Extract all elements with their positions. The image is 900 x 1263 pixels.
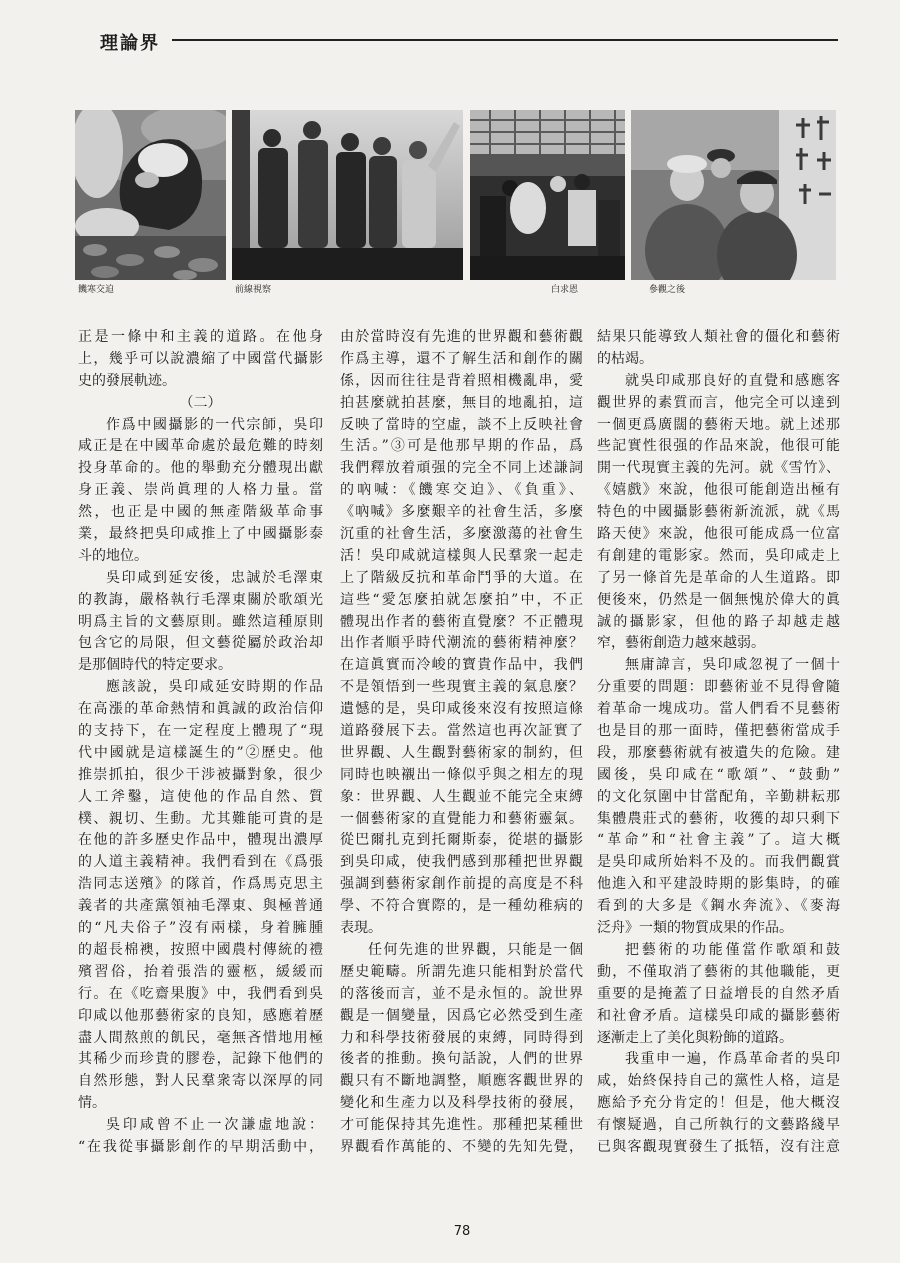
text-line: 義者的共產黨領袖毛澤東、與極普通 [78, 898, 323, 915]
text-line: 身正義、崇尚眞理的人格力量。當 [78, 482, 323, 499]
text-line: 已與客觀現實發生了抵牾，沒有注意 [597, 1138, 840, 1155]
text-line: 樸、親切、生動。尤其難能可貴的是 [78, 810, 323, 827]
text-line: 我重申一遍，作爲革命者的吳印 [625, 1051, 840, 1068]
text-line: 的吶喊：《饑寒交迫》、《負重》、 [340, 482, 583, 499]
text-line: 作爲主導，還不了解生活和創作的關 [340, 350, 583, 367]
text-line: 强調到藝術家創作前提的高度是不科 [340, 876, 583, 893]
text-line: 世界觀、人生觀對藝術家的制約，但 [340, 744, 583, 761]
text-line: 窄，藝術創造力越來越弱。 [597, 635, 765, 652]
text-line: 在高漲的革命熱情和眞誠的政治信仰 [78, 701, 323, 718]
text-line: 才可能保持其先進性。那種把某種世 [340, 1117, 583, 1134]
photo-front-line-inspection [232, 110, 463, 280]
text-line: 吳印咸曾不止一次謙虛地說： [106, 1117, 323, 1134]
section-title: 理論界 [100, 33, 160, 54]
text-line: 變化和生產力以及科學技術的發展， [340, 1095, 583, 1112]
text-line: 路天使》來說，他很可能成爲一位富 [597, 526, 840, 543]
text-line: 的枯竭。 [597, 350, 653, 367]
text-line: 學、不符合實際的，是一種幼稚病的 [340, 898, 583, 915]
text-line: 然，也正是中國的無產階級革命事 [78, 504, 323, 521]
text-line: 着革命一塊成功。當人們看不見藝術 [597, 701, 840, 718]
text-line: 情。 [78, 1095, 106, 1112]
text-line: 動，不僅取消了藝術的其他職能，更 [597, 963, 840, 980]
text-line: 觀是一個變量，因爲它必然受到生產 [340, 1007, 583, 1024]
text-line: 印咸以他那藝術家的良知，感應着歷 [78, 1007, 323, 1024]
header-rule [172, 39, 838, 41]
text-line: 便後來，仍然是一個無愧於偉大的眞 [597, 591, 840, 608]
text-line: 開一代現實主義的先河。就《雪竹》、 [597, 460, 840, 477]
text-line: 應給予充分肯定的！但是，他大概沒 [597, 1095, 840, 1112]
text-line: 看到的大多是《鋼水奔流》、《麥海 [597, 898, 840, 915]
text-line: 史的發展軌迹。 [78, 372, 176, 389]
text-line: 他進入和平建設時期的影集時，的確 [597, 876, 840, 893]
text-line: 是吳印咸所始料不及的。而我們觀賞 [597, 854, 840, 871]
text-line: 咸，始終保持自己的黨性人格，這是 [597, 1073, 840, 1090]
text-line: 我們釋放着頑强的完全不同上述謙詞 [340, 460, 583, 477]
text-line: 觀只有不斷地調整，順應客觀世界的 [340, 1073, 583, 1090]
text-line: 這些“愛怎麼拍就怎麼拍”中，不正 [340, 591, 583, 608]
text-line: 在他的許多歷史作品中，體現出濃厚 [78, 832, 323, 849]
text-line: 體現出作者的藝術直覺麼？不正體現 [340, 613, 583, 630]
text-line: 一個更爲廣闊的藝術天地。就上述那 [597, 416, 840, 433]
text-line: 從巴爾扎克到托爾斯泰，從堪的攝影 [340, 832, 583, 849]
text-line: 拍甚麼就拍甚麼，無目的地亂拍，這 [340, 394, 583, 411]
text-line: 其稀少而珍貴的膠卷，記錄下他們的 [78, 1051, 323, 1068]
text-line: 後者的推動。換句話說，人們的世界 [340, 1051, 583, 1068]
text-line: 包含它的局限，但文藝從屬於政治却 [78, 635, 323, 652]
text-line: 同時也映襯出一條似乎與之相左的現 [340, 766, 583, 783]
text-line: 上，幾乎可以說濃縮了中國當代攝影 [78, 350, 323, 367]
text-line: 盡人間熬煎的飢民，毫無吝惜地用極 [78, 1029, 323, 1046]
text-line: 結果只能導致人類社會的僵化和藝術 [597, 329, 840, 345]
text-line: 的超長棉襖，按照中國農村傳統的禮 [78, 941, 323, 958]
text-line: 歷史範疇。所謂先進只能相對於當代 [340, 963, 583, 980]
text-column-2 [340, 327, 583, 1159]
text-line: 上了階級反抗和革命鬥爭的大道。在 [340, 569, 583, 586]
text-line: 任何先進的世界觀，只能是一個 [368, 941, 583, 958]
text-line: 國後，吳印咸在“歌頌”、“鼓動” [597, 766, 840, 783]
text-line: 表現。 [340, 920, 382, 937]
text-line: 逐漸走上了美化與粉飾的道路。 [597, 1029, 793, 1046]
text-line: 就吳印咸那良好的直覺和感應客 [625, 372, 840, 389]
text-line: 象：世界觀、人生觀並不能完全束縛 [340, 788, 583, 805]
text-line: 一個藝術家的直覺能力和藝術靈氣。 [340, 810, 583, 827]
photo-caption: 饑寒交迫 [78, 285, 115, 295]
text-line: 有創建的電影家。然而，吳印咸走上 [597, 547, 840, 564]
photo-caption: 參觀之後 [649, 285, 686, 295]
text-line: 到吳印咸，使我們感到那種把世界觀 [340, 854, 583, 871]
text-line: 集體農莊式的藝術，收獲的却只剩下 [597, 810, 840, 827]
text-line: “革命”和“社會主義”了。這大概 [597, 832, 840, 849]
text-line: 界觀看作萬能的、不變的先知先覺， [340, 1138, 583, 1155]
text-line: 應該說，吳印咸延安時期的作品 [106, 679, 323, 696]
text-line: 明爲主旨的文藝原則。雖然這種原則 [78, 613, 323, 630]
text-line: 了另一條首先是革命的人生道路。即 [597, 569, 840, 586]
text-line: 自然形態，對人民羣衆寄以深厚的同 [78, 1073, 323, 1090]
text-line: 觀世界的素質而言，他完全可以達到 [597, 394, 840, 411]
text-line: 的人道主義精神。我們看到在《爲張 [78, 854, 323, 871]
text-line: 段，那麼藝術就有被遺失的危險。建 [597, 744, 840, 761]
text-line: 有懷疑過，自己所執行的文藝路綫早 [597, 1117, 840, 1134]
text-column-1 [78, 327, 323, 1159]
text-line: 遺憾的是，吳印咸後來沒有按照這條 [340, 701, 583, 718]
text-line: 出作者順乎時代潮流的藝術精神麼？ [340, 635, 583, 652]
text-line: 泛舟》一類的物質成果的作品。 [597, 920, 793, 937]
text-line: 《嬉戲》來說，他很可能創造出極有 [597, 482, 840, 499]
text-line: 的教誨，嚴格執行毛澤東關於歌頌光 [78, 591, 323, 608]
text-line: 誠的攝影家，但他的路子却越走越 [597, 613, 840, 630]
photo-hunger-and-cold [75, 110, 226, 280]
text-line: 不是領悟到一些現實主義的氣息麼？ [340, 679, 583, 696]
text-line: 殯習俗，抬着張浩的靈柩，緩緩而 [78, 963, 323, 980]
text-line: 分重要的問題：即藝術並不見得會隨 [597, 679, 840, 696]
text-line: “在我從事攝影創作的早期活動中， [78, 1138, 323, 1155]
text-line: 浩同志送殯》的隊首，作爲馬克思主 [78, 876, 323, 893]
text-line: 和社會矛盾。這樣吳印咸的攝影藝術 [597, 1007, 840, 1024]
photo-caption: 前線視察 [235, 285, 272, 295]
text-line: 斗的地位。 [78, 547, 148, 564]
text-line: 重要的是掩蓋了日益增長的自然矛盾 [597, 985, 840, 1002]
text-line: 道路發展下去。當然這也再次証實了 [340, 723, 583, 740]
text-line: 是那個時代的特定要求。 [78, 657, 232, 674]
photo-bethune [470, 110, 625, 280]
text-line: 力和科學技術發展的束縛，同時得到 [340, 1029, 583, 1046]
text-line: 的落後而言，並不是永恒的。說世界 [340, 985, 583, 1002]
text-line: 代中國就是這樣誕生的”②歷史。他 [78, 744, 323, 761]
text-line: 的“凡夫俗子”沒有兩樣，身着臃腫 [78, 920, 323, 937]
text-line: 咸正是在中國革命處於最危難的時刻 [78, 438, 323, 455]
text-line: 也是目的那一面時，僅把藝術當成手 [597, 723, 840, 740]
text-line: 在這眞實而冷峻的寶貴作品中，我們 [340, 657, 583, 674]
text-line: 沉重的社會生活，多麼激蕩的社會生 [340, 526, 583, 543]
text-line: 人工斧鑿，這使他的作品自然、質 [78, 788, 323, 805]
text-line: 正是一條中和主義的道路。在他身 [78, 329, 323, 345]
text-line: 《吶喊》多麼艱辛的社會生活，多麼 [340, 504, 583, 521]
text-line: 行。在《吃齋果腹》中，我們看到吳 [78, 985, 323, 1002]
photo-caption: 白求恩 [551, 285, 579, 295]
photo-after-the-visit [631, 110, 836, 280]
text-line: 業，最終把吳印咸推上了中國攝影泰 [78, 526, 323, 543]
text-line: 的支持下，在一定程度上體現了“現 [78, 723, 323, 740]
text-line: 生活。”③可是他那早期的作品，爲 [340, 438, 583, 455]
text-line: 作爲中國攝影的一代宗師，吳印 [106, 416, 323, 433]
text-line: 由於當時沒有先進的世界觀和藝術觀 [340, 329, 583, 345]
text-line: 無庸諱言，吳印咸忽視了一個十 [625, 657, 840, 674]
section-heading: （二） [179, 394, 222, 411]
text-line: 反映了當時的空虛，談不上反映社會 [340, 416, 583, 433]
text-line: 推崇抓拍，很少干涉被攝對象，很少 [78, 766, 323, 783]
text-line: 活！吳印咸就這樣與人民羣衆一起走 [340, 547, 583, 564]
text-line: 吳印咸到延安後，忠誠於毛澤東 [106, 569, 323, 586]
text-line: 係，因而往往是背着照相機亂串，愛 [340, 372, 583, 389]
page-number: 78 [453, 1224, 471, 1239]
text-line: 特色的中國攝影藝術新流派，就《馬 [597, 504, 840, 521]
text-column-3 [597, 327, 840, 1159]
text-line: 投身革命的。他的舉動充分體現出獻 [78, 460, 323, 477]
text-line: 些記實性很强的作品來說，他很可能 [597, 438, 840, 455]
text-line: 的文化氛圍中甘當配角，辛勤耕耘那 [597, 788, 840, 805]
text-line: 把藝術的功能僅當作歌頌和鼓 [625, 941, 840, 958]
